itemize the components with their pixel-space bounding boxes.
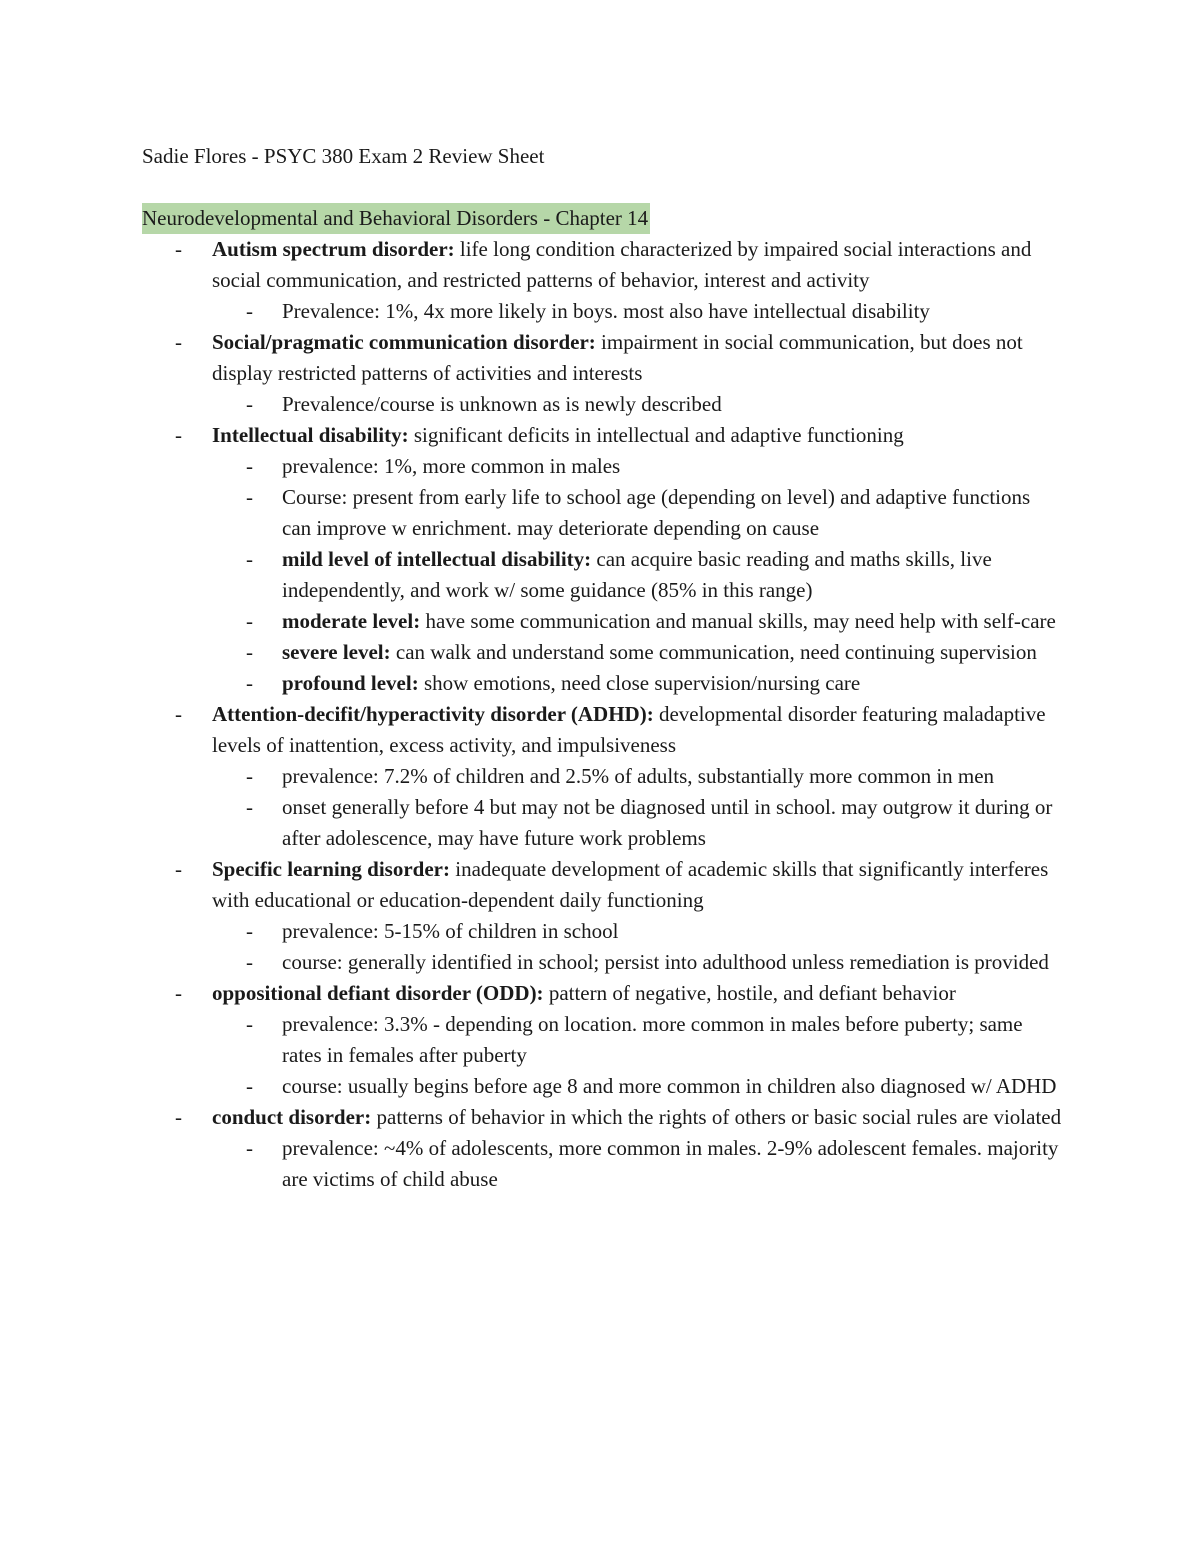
bullet-dash: - [246, 454, 253, 478]
bullet-dash: - [246, 1136, 253, 1160]
disorder-item [142, 854, 1062, 978]
disorder-subpoints [212, 451, 1062, 699]
subpoint-text: prevalence: 1%, more common in males [282, 454, 621, 478]
disorder-item-text [212, 978, 1062, 1009]
subpoints-wrapper [212, 761, 1062, 854]
disorder-item [142, 1102, 1062, 1195]
subpoint-item [212, 761, 1062, 792]
disorder-term: Intellectual disability: [212, 423, 409, 447]
disorder-item-text [212, 327, 1062, 389]
disorder-description: significant deficits in intellectual and adaptive functioning [408, 423, 904, 447]
subpoint-text: can acquire basic reading and maths skills, live independently, and work w/ some guidance (85% in this range) [282, 547, 992, 602]
bullet-dash: - [175, 1105, 182, 1129]
disorder-subpoints [212, 761, 1062, 854]
subpoint-item [212, 606, 1062, 637]
subpoint-text: Course: present from early life to school age (depending on level) and adaptive functions can improve w enrichment. may deteriorate depending on cause [282, 485, 1031, 540]
subpoint-item [212, 1071, 1062, 1102]
subpoint-item [212, 916, 1062, 947]
subpoint-text: can walk and understand some communication, need continuing supervision [390, 640, 1037, 664]
bullet-dash: - [246, 547, 253, 571]
disorder-term: oppositional defiant disorder (ODD): [212, 981, 544, 1005]
subpoint-term: severe level: [282, 640, 391, 664]
bullet-dash: - [246, 764, 253, 788]
disorder-description: life long condition characterized by impaired social interactions and social communication, and restricted patterns of behavior, interest and activity [212, 237, 1032, 292]
bullet-dash: - [246, 609, 253, 633]
disorder-description: patterns of behavior in which the rights of others or basic social rules are violated [371, 1105, 1062, 1129]
subpoint-text: Prevalence/course is unknown as is newly described [282, 392, 722, 416]
bullet-dash: - [246, 640, 253, 664]
subpoint-item [212, 296, 1062, 327]
bullet-dash: - [175, 702, 182, 726]
bullet-dash: - [246, 299, 253, 323]
subpoint-item [212, 544, 1062, 606]
disorder-item [142, 699, 1062, 854]
disorder-item [142, 978, 1062, 1102]
subpoint-item [212, 451, 1062, 482]
bullet-dash: - [246, 392, 253, 416]
blank-line [142, 172, 1062, 203]
disorder-item [142, 234, 1062, 327]
bullet-dash: - [175, 981, 182, 1005]
bullet-dash: - [246, 919, 253, 943]
subpoint-term: mild level of intellectual disability: [282, 547, 592, 571]
subpoint-text: course: generally identified in school; persist into adulthood unless remediation is provided [282, 950, 1049, 974]
subpoint-text: prevalence: 5-15% of children in school [282, 919, 619, 943]
disorder-term: conduct disorder: [212, 1105, 372, 1129]
disorder-subpoints [212, 1133, 1062, 1195]
subpoint-text: prevalence: 7.2% of children and 2.5% of adults, substantially more common in men [282, 764, 995, 788]
disorder-subpoints [212, 296, 1062, 327]
disorder-term: Social/pragmatic communication disorder: [212, 330, 596, 354]
disorder-item [142, 327, 1062, 420]
subpoint-text: course: usually begins before age 8 and more common in children also diagnosed w/ ADHD [282, 1074, 1057, 1098]
subpoint-term: profound level: [282, 671, 419, 695]
subpoints-wrapper [212, 389, 1062, 420]
subpoint-item [212, 637, 1062, 668]
bullet-dash: - [175, 857, 182, 881]
subpoints-wrapper [212, 296, 1062, 327]
subpoint-item [212, 792, 1062, 854]
subpoints-wrapper [212, 1009, 1062, 1102]
subpoint-text: have some communication and manual skills, may need help with self-care [420, 609, 1056, 633]
disorder-description: pattern of negative, hostile, and defiant behavior [543, 981, 956, 1005]
subpoint-item [212, 482, 1062, 544]
bullet-dash: - [246, 950, 253, 974]
bullet-dash: - [246, 1012, 253, 1036]
document-page [142, 141, 1062, 1195]
bullet-dash: - [246, 795, 253, 819]
subpoint-item [212, 1133, 1062, 1195]
subpoint-item [212, 1009, 1062, 1071]
subpoint-text: prevalence: 3.3% - depending on location. more common in males before puberty; same rates in females after puberty [282, 1012, 1023, 1067]
disorder-term: Attention-decifit/hyperactivity disorder (ADHD): [212, 702, 654, 726]
disorder-subpoints [212, 389, 1062, 420]
subpoint-text: show emotions, need close supervision/nursing care [418, 671, 861, 695]
disorder-item-text [212, 420, 1062, 451]
subpoint-item [212, 947, 1062, 978]
disorder-description: inadequate development of academic skills that significantly interferes with educational or education-dependent daily functioning [212, 857, 1049, 912]
disorder-term: Autism spectrum disorder: [212, 237, 455, 261]
disorder-description: impairment in social communication, but does not display restricted patterns of activities and interests [212, 330, 1023, 385]
bullet-dash: - [246, 1074, 253, 1098]
disorder-description: developmental disorder featuring maladaptive levels of inattention, excess activity, and impulsiveness [212, 702, 1046, 757]
bullet-dash: - [175, 330, 182, 354]
bullet-dash: - [175, 237, 182, 261]
subpoint-text: prevalence: ~4% of adolescents, more common in males. 2-9% adolescent females. majority are victims of child abuse [282, 1136, 1059, 1191]
bullet-dash: - [246, 671, 253, 695]
disorder-list [142, 234, 1062, 1195]
disorder-subpoints [212, 1009, 1062, 1102]
document-title: Sadie Flores - PSYC 380 Exam 2 Review Sheet [142, 144, 545, 168]
disorder-item-text [212, 1102, 1062, 1133]
section-heading-row [142, 203, 1062, 234]
bullet-dash: - [175, 423, 182, 447]
subpoints-wrapper [212, 451, 1062, 699]
subpoint-item [212, 389, 1062, 420]
subpoints-wrapper [212, 916, 1062, 978]
subpoints-wrapper [212, 1133, 1062, 1195]
disorder-item-text [212, 699, 1062, 761]
disorder-item-text [212, 234, 1062, 296]
disorder-item-text [212, 854, 1062, 916]
subpoint-text: Prevalence: 1%, 4x more likely in boys. most also have intellectual disability [282, 299, 930, 323]
disorder-subpoints [212, 916, 1062, 978]
disorder-term: Specific learning disorder: [212, 857, 450, 881]
section-heading: Neurodevelopmental and Behavioral Disorders - Chapter 14 [142, 203, 650, 234]
disorder-item [142, 420, 1062, 699]
subpoint-text: onset generally before 4 but may not be diagnosed until in school. may outgrow it during or after adolescence, may have future work problems [282, 795, 1053, 850]
subpoint-item [212, 668, 1062, 699]
bullet-dash: - [246, 485, 253, 509]
subpoint-term: moderate level: [282, 609, 421, 633]
